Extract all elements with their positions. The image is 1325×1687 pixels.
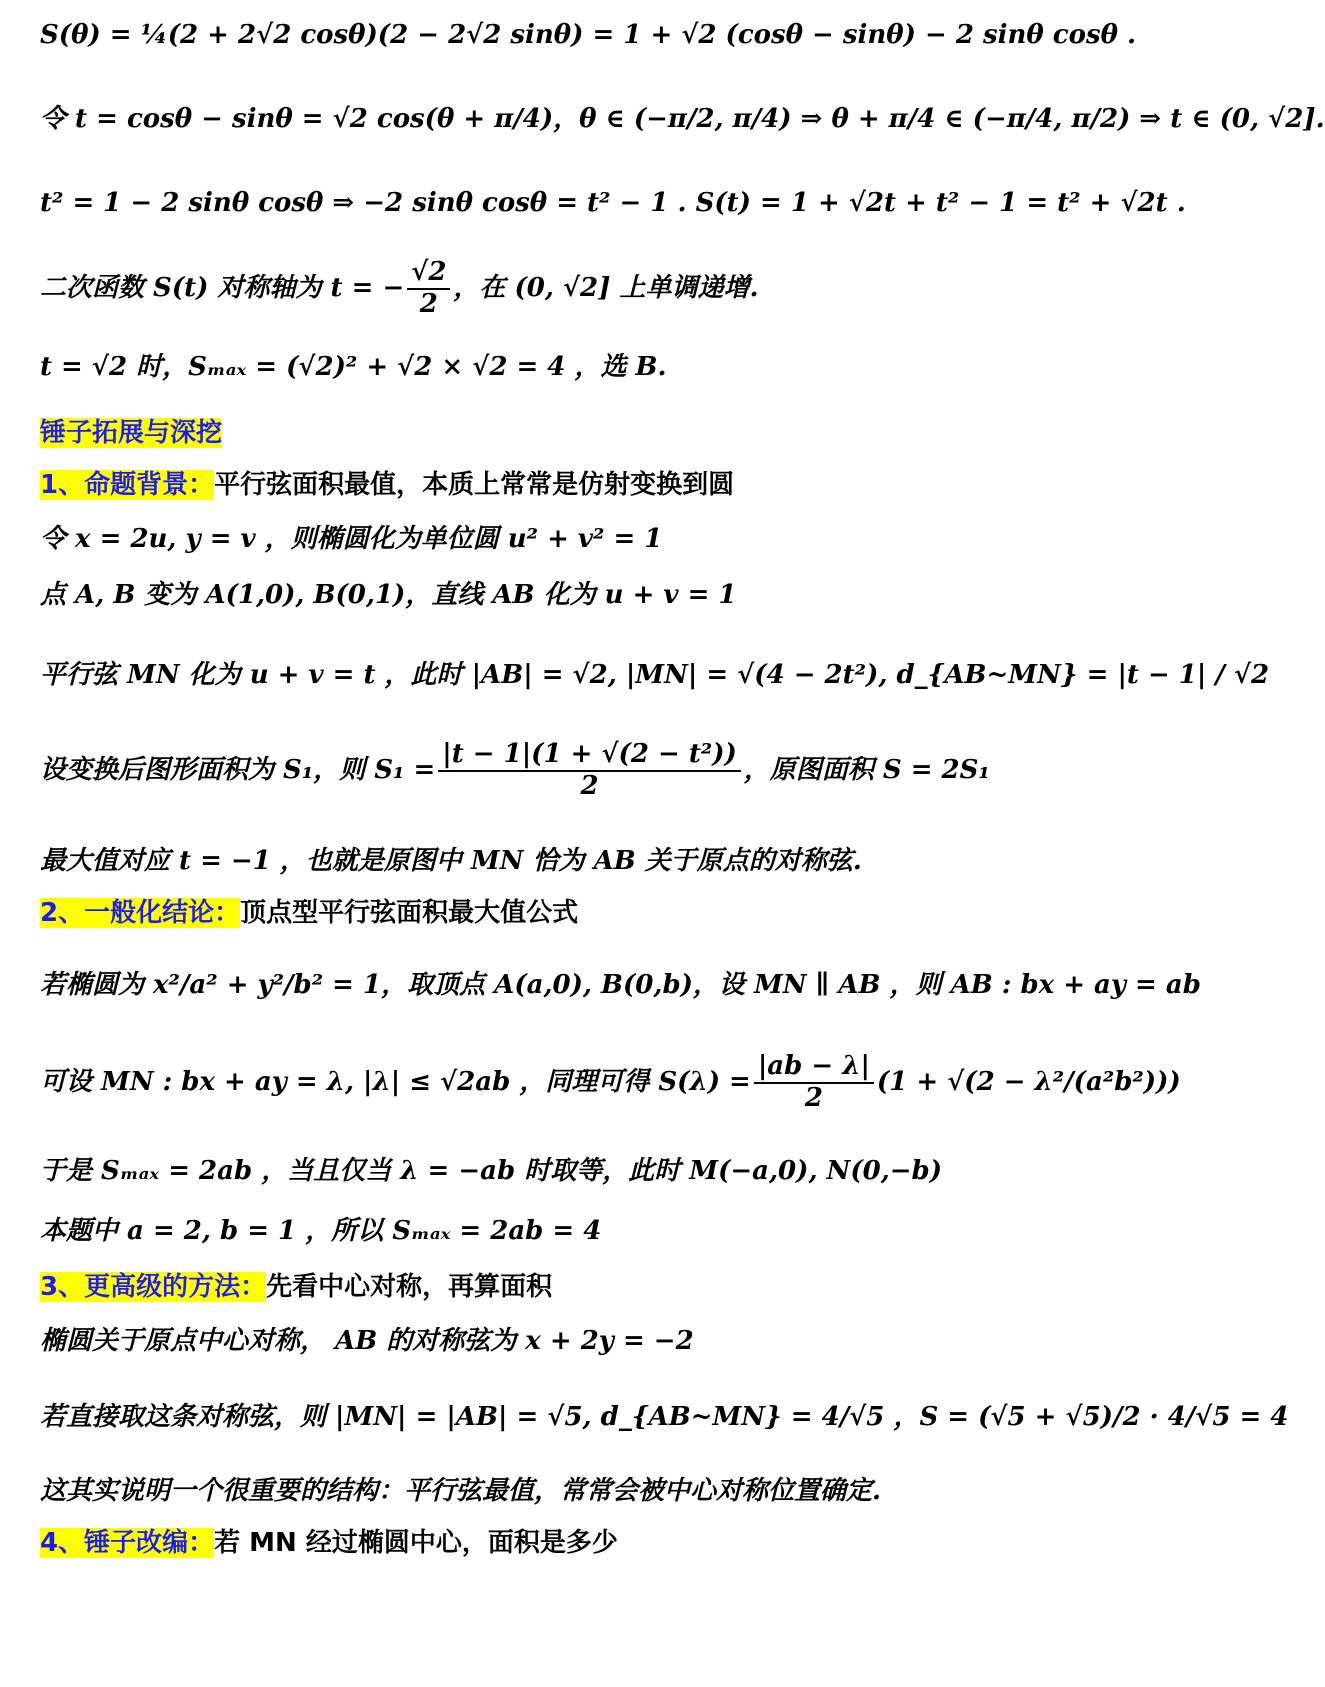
section-3-text: 先看中心对称，再算面积 bbox=[266, 1272, 553, 1302]
symmetry-axis-text: 二次函数 S(t) 对称轴为 t = − bbox=[40, 272, 405, 303]
section-1-label: 1、命题背景： bbox=[40, 470, 215, 500]
points-transform-line: 点 A, B 变为 A(1,0), B(0,1)，直线 AB 化为 u + v = 1 bbox=[40, 580, 737, 610]
area-s1-fraction bbox=[438, 740, 741, 802]
area-s1-text: 设变换后图形面积为 S₁，则 S₁ = bbox=[40, 754, 436, 785]
main-section-title-label: 锤子拓展与深挖 bbox=[40, 418, 223, 448]
section-2-heading bbox=[40, 898, 1066, 929]
equation-s-theta: S(θ) = ¼(2 + 2√2 cosθ)(2 − 2√2 sinθ) = 1 + √2 (cosθ − sinθ) − 2 sinθ cosθ . bbox=[40, 20, 1137, 50]
general-ellipse-line: 若椭圆为 x²/a² + y²/b² = 1，取顶点 A(a,0), B(0,b)，设 MN ∥ AB ，则 AB : bx + ay = ab bbox=[40, 970, 1201, 1000]
parallel-chord-line: 平行弦 MN 化为 u + v = t ，此时 |AB| = √2, |MN| = √(4 − 2t²), d_{AB~MN} = |t − 1| / √2 bbox=[40, 660, 1270, 690]
max-correspondence-line: 最大值对应 t = −1 ，也就是原图中 MN 恰为 AB 关于原点的对称弦. bbox=[40, 846, 862, 876]
equation-s-t: t² = 1 − 2 sinθ cosθ ⇒ −2 sinθ cosθ = t² − 1 . S(t) = 1 + √2t + t² − 1 = t² + √2t . bbox=[40, 188, 1186, 218]
section-2-label: 2、一般化结论： bbox=[40, 898, 241, 928]
section-4-heading bbox=[40, 1528, 1066, 1559]
section-1-heading bbox=[40, 470, 1066, 501]
general-area-line bbox=[40, 1051, 1181, 1114]
max-value-line: t = √2 时，Sₘₐₓ = (√2)² + √2 × √2 = 4 ，选 B. bbox=[40, 352, 667, 382]
substitution-t: 令 t = cosθ − sinθ = √2 cos(θ + π/4)，θ ∈ (−π/2, π/4) ⇒ θ + π/4 ∈ (−π/4, π/2) ⇒ t ∈ (0, √2]. bbox=[40, 104, 1325, 134]
area-s1-denominator: 2 bbox=[580, 770, 599, 801]
general-max-line: 于是 Sₘₐₓ = 2ab ，当且仅当 λ = −ab 时取等，此时 M(−a,0), N(0,−b) bbox=[40, 1156, 943, 1186]
structure-remark-line: 这其实说明一个很重要的结构：平行弦最值，常常会被中心对称位置确定. bbox=[40, 1476, 882, 1506]
general-area-numerator: |ab − λ| bbox=[754, 1052, 874, 1084]
general-area-text: 可设 MN : bx + ay = λ, |λ| ≤ √2ab ，同理可得 S(λ) = bbox=[40, 1066, 751, 1097]
section-1-text: 平行弦面积最值，本质上常常是仿射变换到圆 bbox=[214, 470, 735, 500]
monotonic-text: ，在 (0, √2] 上单调递增. bbox=[453, 272, 759, 303]
axis-fraction-numerator: √2 bbox=[407, 258, 450, 290]
main-section-title bbox=[40, 418, 1066, 449]
central-symmetry-line: 椭圆关于原点中心对称， AB 的对称弦为 x + 2y = −2 bbox=[40, 1326, 694, 1356]
specific-case-line: 本题中 a = 2, b = 1 ，所以 Sₘₐₓ = 2ab = 4 bbox=[40, 1216, 602, 1246]
area-s-text: ，原图面积 S = 2S₁ bbox=[743, 754, 990, 785]
symmetric-chord-line: 若直接取这条对称弦，则 |MN| = |AB| = √5, d_{AB~MN} = 4/√5 ，S = (√5 + √5)/2 · 4/√5 = 4 bbox=[40, 1402, 1289, 1432]
section-4-text: 若 MN 经过椭圆中心，面积是多少 bbox=[214, 1528, 618, 1558]
general-area-denominator: 2 bbox=[804, 1082, 823, 1113]
general-area-factor: (1 + √(2 − λ²/(a²b²))) bbox=[876, 1066, 1181, 1097]
section-3-label: 3、更高级的方法： bbox=[40, 1272, 267, 1302]
area-s1-line bbox=[40, 740, 1066, 802]
general-area-fraction bbox=[754, 1052, 874, 1114]
axis-fraction bbox=[407, 258, 450, 320]
section-3-heading bbox=[40, 1272, 1066, 1303]
symmetry-axis-line bbox=[40, 258, 1066, 320]
affine-transform-line: 令 x = 2u, y = v ，则椭圆化为单位圆 u² + v² = 1 bbox=[40, 524, 663, 554]
axis-fraction-denominator: 2 bbox=[419, 288, 438, 319]
section-4-label: 4、锤子改编： bbox=[40, 1528, 215, 1558]
area-s1-numerator: |t − 1|(1 + √(2 − t²)) bbox=[438, 740, 741, 772]
section-2-text: 顶点型平行弦面积最大值公式 bbox=[240, 898, 579, 928]
